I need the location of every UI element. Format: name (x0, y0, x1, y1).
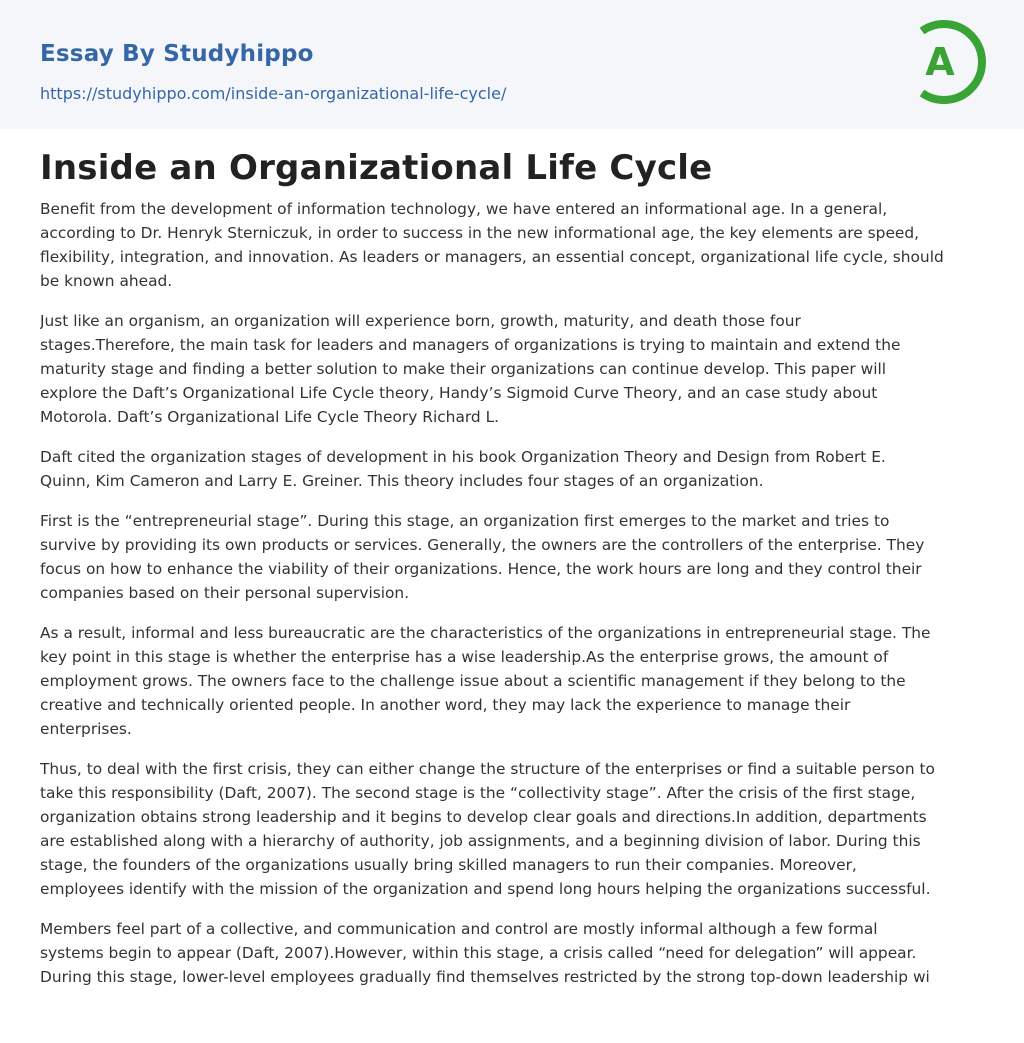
paragraph-line: enterprises. (40, 720, 132, 738)
paragraph-line: systems begin to appear (Daft, 2007).However, within this stage, a crisis called “need for delegation” will appear. (40, 944, 917, 962)
paragraph-line: focus on how to enhance the viability of their organizations. Hence, the work hours are long and they control their (40, 560, 922, 578)
article-title: Inside an Organizational Life Cycle (40, 148, 713, 188)
paragraph-line: First is the “entrepreneurial stage”. During this stage, an organization first emerges to the market and tries to (40, 512, 890, 530)
paragraph-line: Members feel part of a collective, and communication and control are mostly informal although a few formal (40, 920, 878, 938)
paragraph (40, 917, 985, 989)
paragraph-line: flexibility, integration, and innovation. As leaders or managers, an essential concept, organizational life cycle, should (40, 248, 944, 266)
paragraph-line: explore the Daft’s Organizational Life Cycle theory, Handy’s Sigmoid Curve Theory, and an case study about (40, 384, 878, 402)
article-url-link[interactable]: https://studyhippo.com/inside-an-organizational-life-cycle/ (40, 84, 507, 103)
paragraph-line: survive by providing its own products or services. Generally, the owners are the controllers of the enterprise. They (40, 536, 925, 554)
article-body (40, 197, 985, 989)
paragraph-line: organization obtains strong leadership and it begins to develop clear goals and directions.In addition, departments (40, 808, 927, 826)
paragraph-line: During this stage, lower-level employees gradually find themselves restricted by the strong top-down leadership wi (40, 968, 930, 986)
paragraph-line: Motorola. Daft’s Organizational Life Cycle Theory Richard L. (40, 408, 500, 426)
paragraph-line: are established along with a hierarchy of authority, job assignments, and a beginning division of labor. During this (40, 832, 921, 850)
paragraph-line: employees identify with the mission of the organization and spend long hours helping the organizations successful. (40, 880, 931, 898)
paragraph-line: As a result, informal and less bureaucratic are the characteristics of the organizations in entrepreneurial stage. The (40, 624, 931, 642)
paragraph (40, 197, 985, 293)
article (40, 142, 985, 1005)
paragraph (40, 309, 985, 429)
paragraph-line: creative and technically oriented people. In another word, they may lack the experience to manage their (40, 696, 851, 714)
paragraph-line: take this responsibility (Daft, 2007). The second stage is the “collectivity stage”. After the crisis of the first stage, (40, 784, 916, 802)
paragraph-line: companies based on their personal supervision. (40, 584, 410, 602)
paragraph-line: Quinn, Kim Cameron and Larry E. Greiner. This theory includes four stages of an organization. (40, 472, 764, 490)
paragraph-line: Daft cited the organization stages of development in his book Organization Theory and Design from Robert E. (40, 448, 886, 466)
paragraph-line: be known ahead. (40, 272, 173, 290)
site-header (0, 0, 1024, 129)
paragraph-line: according to Dr. Henryk Sterniczuk, in order to success in the new informational age, the key elements are speed, (40, 224, 920, 242)
paragraph-line: stage, the founders of the organizations usually bring skilled managers to run their companies. Moreover, (40, 856, 857, 874)
paragraph (40, 509, 985, 605)
site-title: Essay By Studyhippo (40, 41, 314, 67)
studyhippo-logo-icon[interactable] (912, 19, 986, 105)
logo-letter: A (925, 40, 955, 84)
paragraph (40, 445, 985, 493)
paragraph-line: Just like an organism, an organization will experience born, growth, maturity, and death those four (40, 312, 801, 330)
paragraph-line: key point in this stage is whether the enterprise has a wise leadership.As the enterprise grows, the amount of (40, 648, 889, 666)
paragraph-line: stages.Therefore, the main task for leaders and managers of organizations is trying to maintain and extend the (40, 336, 901, 354)
paragraph-line: maturity stage and finding a better solution to make their organizations can continue develop. This paper will (40, 360, 887, 378)
paragraph-line: Benefit from the development of information technology, we have entered an informational age. In a general, (40, 200, 888, 218)
paragraph-line: employment grows. The owners face to the challenge issue about a scientific management if they belong to the (40, 672, 906, 690)
paragraph (40, 621, 985, 741)
paragraph (40, 757, 985, 901)
paragraph-line: Thus, to deal with the first crisis, they can either change the structure of the enterprises or find a suitable person to (40, 760, 935, 778)
